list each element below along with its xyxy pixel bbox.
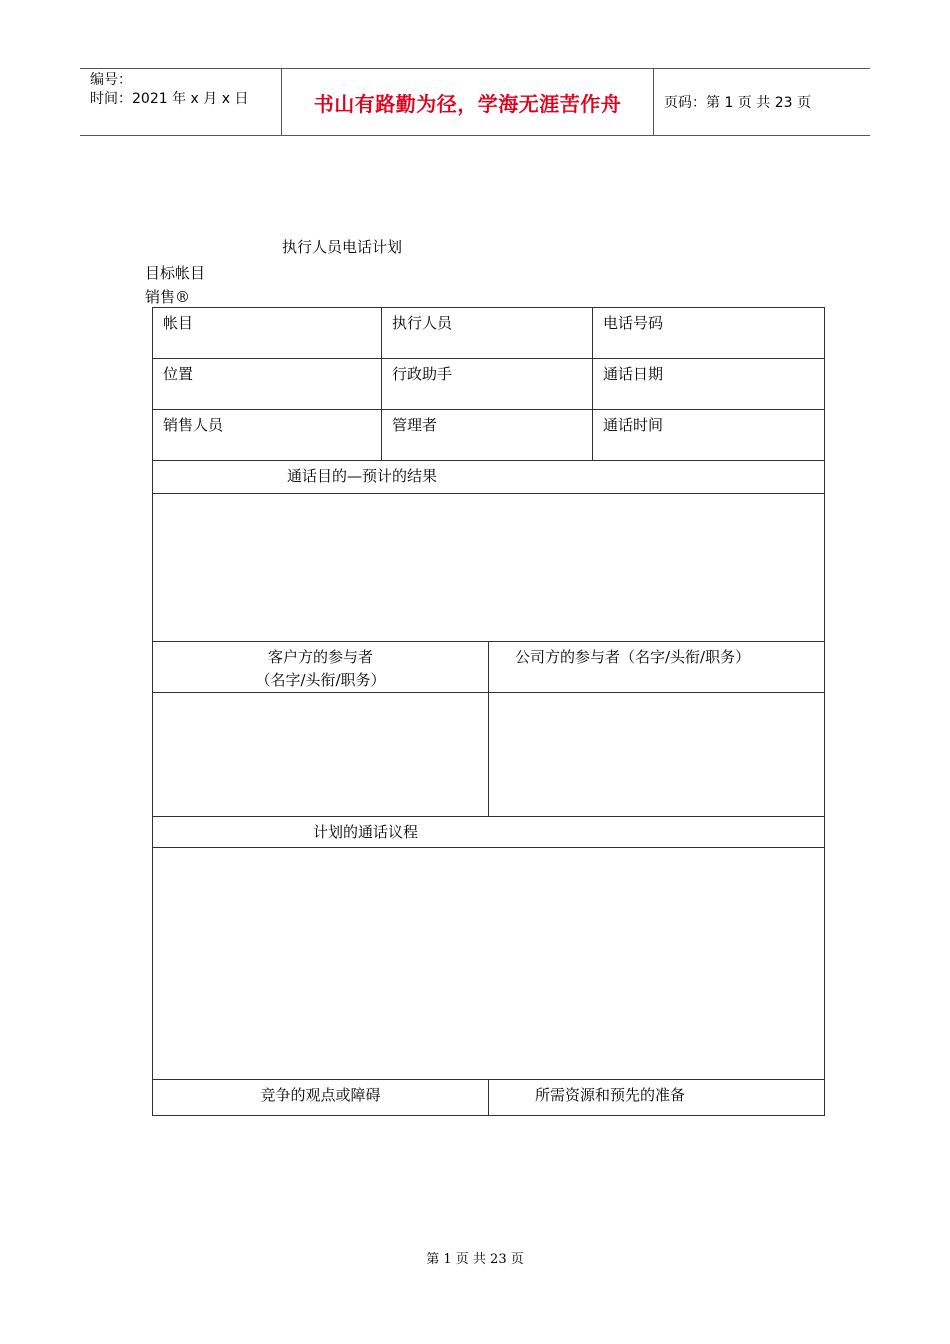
agenda-header: 计划的通话议程 — [313, 823, 419, 841]
header-page-info: 页码：第 1 页 共 23 页 — [664, 95, 811, 111]
client-participants-input[interactable] — [153, 693, 488, 816]
sales-label: 销售® — [145, 288, 191, 306]
executive-cell[interactable]: 执行人员 — [381, 308, 592, 358]
account-cell[interactable]: 帐目 — [163, 314, 194, 332]
agenda-header-row — [153, 817, 824, 848]
location-cell[interactable]: 位置 — [163, 365, 194, 383]
target-account-label: 目标帐目 — [145, 264, 206, 282]
header-page-info-cell — [654, 69, 870, 135]
page-footer: 第 1 页 共 23 页 — [426, 1252, 524, 1267]
participants-area-row — [153, 693, 824, 817]
form-row-2 — [153, 359, 824, 410]
salesperson-cell[interactable]: 销售人员 — [163, 416, 224, 434]
resources-header[interactable]: 所需资源和预先的准备 — [488, 1080, 824, 1115]
agenda-area-row — [153, 848, 824, 1080]
header-motto-cell — [282, 69, 654, 135]
objective-header: 通话目的—预计的结果 — [287, 467, 438, 485]
page-header — [80, 68, 870, 136]
participants-header-row — [153, 642, 824, 693]
objective-area-row — [153, 494, 824, 642]
document-number-label: 编号： — [90, 72, 132, 88]
manager-cell[interactable]: 管理者 — [381, 410, 592, 460]
company-participants-header: 公司方的参与者（名字/头衔/职务） — [488, 642, 824, 692]
call-date-cell[interactable]: 通话日期 — [592, 359, 824, 409]
client-participants-title: 客户方的参与者 — [267, 648, 373, 666]
bottom-header-row — [153, 1080, 824, 1115]
phone-number-cell[interactable]: 电话号码 — [592, 308, 824, 358]
document-title: 执行人员电话计划 — [282, 238, 403, 256]
admin-assistant-cell[interactable]: 行政助手 — [381, 359, 592, 409]
objective-header-row — [153, 461, 824, 494]
document-time-label: 时间：2021 年 x 月 x 日 — [90, 91, 249, 107]
form-row-3 — [153, 410, 824, 461]
call-plan-form — [152, 307, 825, 1116]
form-row-1 — [153, 308, 824, 359]
competition-header[interactable]: 竞争的观点或障碍 — [260, 1086, 381, 1104]
header-meta — [80, 69, 282, 135]
call-time-cell[interactable]: 通话时间 — [592, 410, 824, 460]
client-participants-subtitle: （名字/头衔/职务） — [255, 671, 386, 689]
company-participants-input[interactable] — [488, 693, 824, 816]
agenda-input-area[interactable] — [153, 848, 824, 1079]
client-participants-header — [153, 642, 488, 692]
objective-input-area[interactable] — [153, 494, 824, 641]
header-motto: 书山有路勤为径，学海无涯苦作舟 — [313, 91, 622, 116]
